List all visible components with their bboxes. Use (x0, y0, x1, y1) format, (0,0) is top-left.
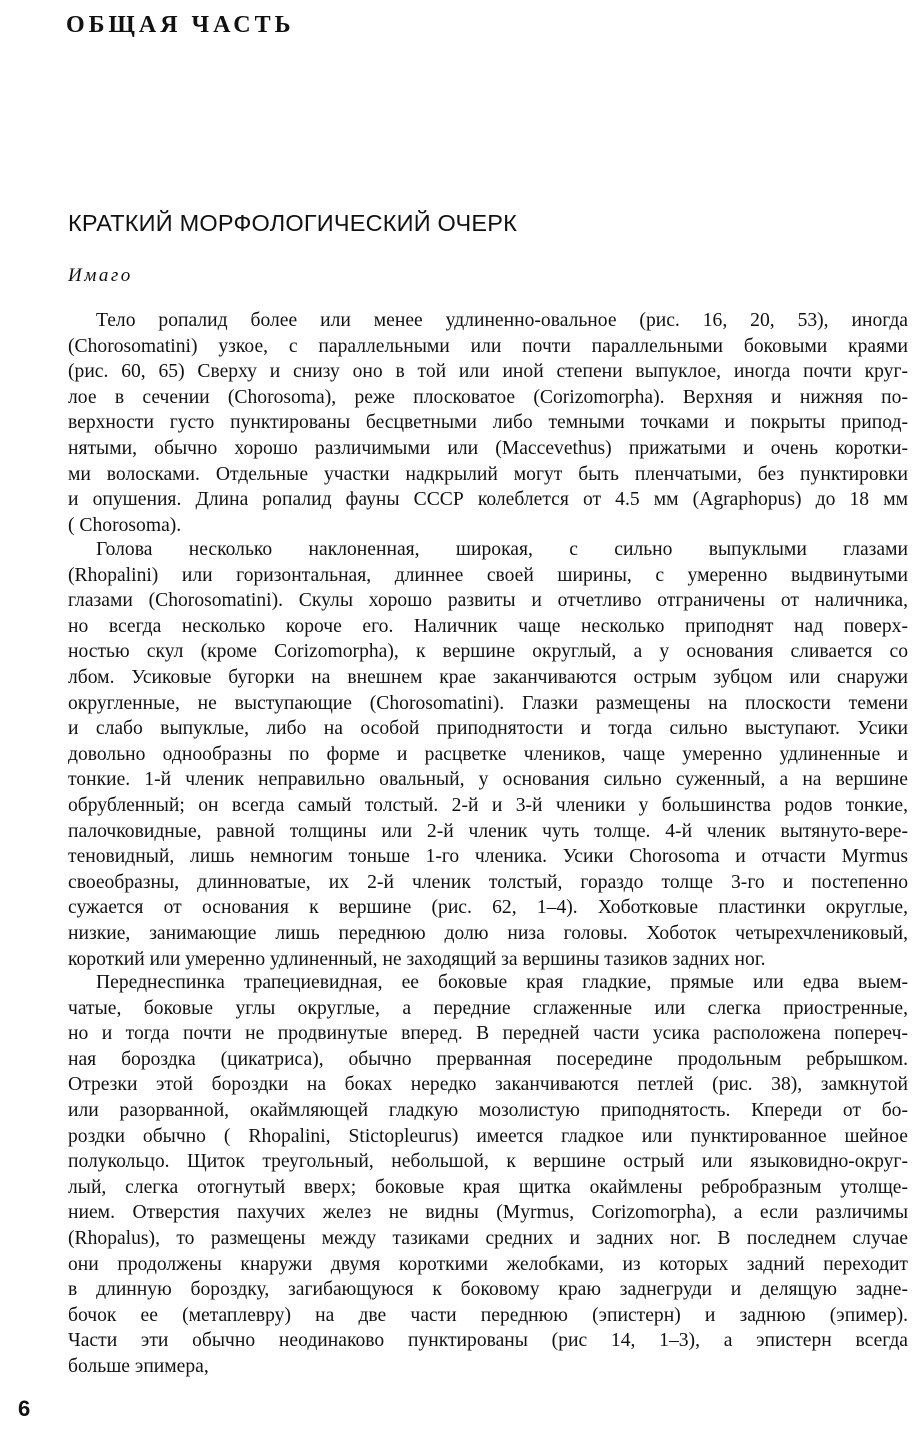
text-line: роздки обычно ( Rhopalini, Stictopleurus) имеется гладкое или пунктированное шейное (68, 1125, 908, 1147)
text-line: верхности густо пунктированы бесцветными либо темными точками и покрыты припод- (68, 412, 908, 434)
text-line: ми волосками. Отдельные участки надкрылий могут быть пленчатыми, без пунктировки (68, 463, 908, 485)
running-head: ОБЩАЯ ЧАСТЬ (66, 12, 295, 38)
paragraph-head (68, 537, 908, 972)
text-line: и опушения. Длина ропалид фауны СССР колеблется от 4.5 мм (Agraphopus) до 18 мм (68, 489, 908, 511)
text-line: полукольцо. Щиток треугольный, небольшой, к вершине острый или языковидно-округ- (68, 1151, 908, 1173)
text-line: лое в сечении (Chorosoma), реже плосковатое (Corizomorpha). Верхняя и нижняя по- (68, 386, 908, 408)
section-title: КРАТКИЙ МОРФОЛОГИЧЕСКИЙ ОЧЕРК (68, 210, 518, 236)
text-line: но и тогда почти не продвинутые вперед. В передней части усика расположена попереч- (68, 1023, 908, 1045)
text-line: нятыми, обычно хорошо различимыми или (Maccevethus) прижатыми и очень коротки- (68, 437, 908, 459)
text-line: довольно однообразны по форме и расцветке члеников, чаще умеренно удлиненные и (68, 743, 908, 765)
paragraph-body-shape (68, 308, 908, 538)
text-line: больше эпимера, (68, 1355, 209, 1377)
text-line: Части эти обычно неодинаково пунктированы (рис 14, 1–3), а эпистерн всегда (68, 1330, 908, 1352)
text-line: Голова несколько наклоненная, широкая, с сильно выпуклыми глазами (96, 539, 908, 560)
text-line: и слабо выпуклые, либо на особой приподнятости и тогда сильно выступают. Усики (68, 718, 908, 740)
text-line: округленные, не выступающие (Chorosomatini). Глазки размещены на плоскости темени (68, 692, 908, 714)
text-line: они продолжены кнаружи двумя короткими желобками, из которых задний переходит (68, 1253, 908, 1275)
text-line: короткий или умеренно удлиненный, не заходящий за вершины тазиков задних ног. (68, 948, 766, 970)
paragraph-thorax (68, 970, 908, 1380)
text-line: палочковидные, равной толщины или 2-й членик чуть толще. 4-й членик вытянуто-вере- (68, 820, 908, 842)
text-line: чатые, боковые углы округлые, а передние сглаженные или слегка приостренные, (68, 997, 908, 1019)
text-line: лый, слегка отогнутый вверх; боковые края щитка окаймлены ребробразным утолще- (68, 1176, 908, 1198)
text-line: (Chorosomatini) узкое, с параллельными или почти параллельными боковыми краями (68, 335, 908, 357)
text-line: ная бороздка (цикатриса), обычно прерванная посередине продольным ребрышком. (68, 1048, 908, 1070)
text-line: но всегда несколько короче его. Наличник чаще несколько приподнят над поверх- (68, 615, 908, 637)
text-line: нием. Отверстия пахучих желез не видны (Myrmus, Corizomorpha), а если различимы (68, 1202, 908, 1224)
text-line: (Rhopalus), то размещены между тазиками средних и задних ног. В последнем случае (68, 1227, 908, 1249)
text-line: ностью скул (кроме Corizomorpha), к вершине округлый, а у основания сливается со (68, 641, 908, 663)
subsection-title: Имаго (68, 265, 133, 286)
text-line: ( Chorosoma). (68, 514, 182, 536)
text-line: своеобразны, длинноватые, их 2-й членик толстый, гораздо толще 3-го и постепенно (68, 871, 908, 893)
text-line: глазами (Chorosomatini). Скулы хорошо развиты и отчетливо отграничены от наличника, (68, 590, 908, 612)
text-line: теновидный, лишь немногим тоньше 1-го членика. Усики Chorosoma и отчасти Myrmus (68, 846, 908, 868)
text-line: (Rhopalini) или горизонтальная, длиннее своей ширины, с умеренно выдвинутыми (68, 564, 908, 586)
page-number: 6 (18, 1396, 31, 1421)
text-line: Отрезки этой бороздки на боках нередко заканчиваются петлей (рис. 38), замкнутой (68, 1074, 908, 1096)
text-line: обрубленный; он всегда самый толстый. 2-й и 3-й членики у большинства родов тонкие, (68, 794, 908, 816)
text-line: Переднеспинка трапециевидная, ее боковые края гладкие, прямые или едва выем- (96, 972, 908, 993)
text-line: низкие, занимающие лишь переднюю долю низа головы. Хоботок четырехчлениковый, (68, 922, 908, 944)
text-line: бочок ее (метаплевру) на две части переднюю (эпистерн) и заднюю (эпимер). (68, 1304, 908, 1326)
text-line: Тело ропалид более или менее удлиненно-овальное (рис. 16, 20, 53), иногда (96, 310, 908, 331)
text-line: лбом. Усиковые бугорки на внешнем крае заканчиваются острым зубцом или снаружи (68, 666, 908, 688)
text-line: (рис. 60, 65) Сверху и снизу оно в той или иной степени выпуклое, иногда почти круг- (68, 361, 908, 383)
text-line: тонкие. 1-й членик неправильно овальный, у основания сильно суженный, а на вершине (68, 769, 908, 791)
text-line: или разорванной, окаймляющей гладкую мозолистую приподнятость. Кпереди от бо- (68, 1099, 908, 1121)
text-line: в длинную бороздку, загибающуюся к боковому краю заднегруди и делящую задне- (68, 1279, 908, 1301)
text-line: сужается от основания к вершине (рис. 62, 1–4). Хоботковые пластинки округлые, (68, 897, 908, 919)
